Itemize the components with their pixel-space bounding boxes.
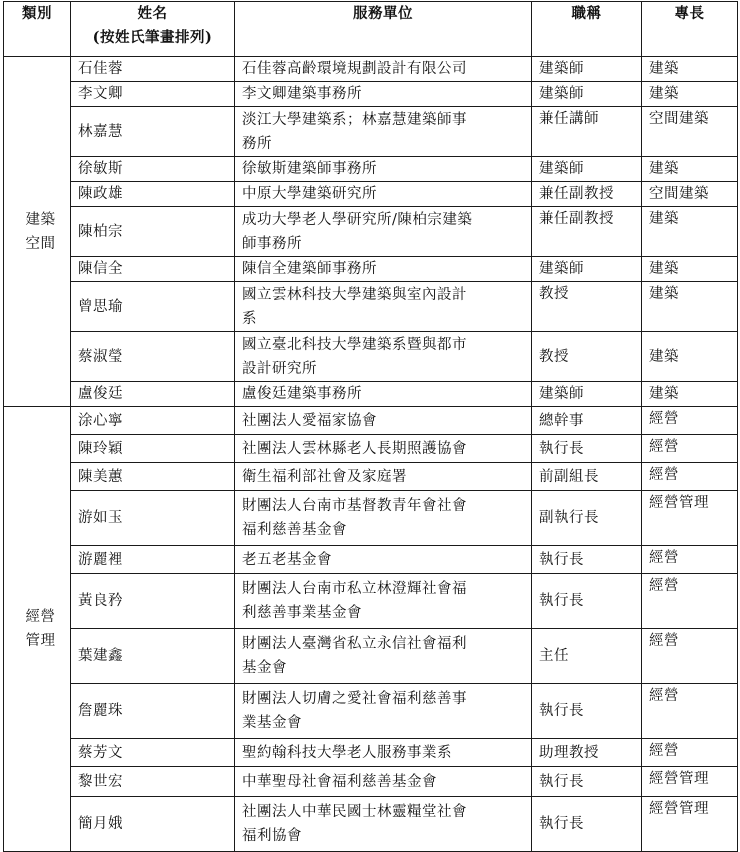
table-row [4, 491, 738, 546]
org-line: 財團法人切膚之愛社會福利慈善事 [242, 691, 467, 707]
header-name [71, 2, 235, 57]
category-label-line: 經營 [25, 609, 56, 625]
specialty-cell: 空間建築 [642, 182, 738, 207]
title-cell: 前副組長 [532, 463, 642, 491]
table-row [4, 257, 738, 282]
org-cell [235, 207, 532, 257]
name-cell: 李文卿 [71, 82, 235, 107]
title-cell: 總幹事 [532, 407, 642, 435]
org-line: 師事務所 [242, 235, 302, 252]
org-line: 設計研究所 [242, 360, 317, 377]
org-line: 老五老基金會 [242, 551, 332, 568]
org-cell [235, 435, 532, 463]
title-cell: 兼任講師 [532, 107, 642, 157]
header-name-note: (按姓氏筆畫排列) [92, 29, 213, 46]
table-row [4, 546, 738, 574]
category-label-line: 空間 [25, 235, 56, 252]
org-line: 成功大學老人學研究所/陳柏宗建築 [242, 211, 473, 228]
title-cell: 主任 [532, 629, 642, 684]
org-line: 基金會 [242, 660, 287, 676]
title-cell: 教授 [532, 332, 642, 382]
org-line: 系 [242, 310, 257, 327]
org-line: 社團法人雲林縣老人長期照護協會 [242, 440, 467, 457]
specialty-cell: 建築 [642, 157, 738, 182]
category-cell [4, 57, 71, 407]
header-row [4, 2, 738, 57]
specialty-cell: 建築 [642, 382, 738, 407]
title-cell: 副執行長 [532, 491, 642, 546]
table-row [4, 107, 738, 157]
table-row [4, 282, 738, 332]
org-line: 福利協會 [242, 828, 302, 844]
title-cell: 兼任副教授 [532, 182, 642, 207]
title-cell: 執行長 [532, 435, 642, 463]
org-line: 淡江大學建築系；林嘉慧建築師事 [242, 111, 467, 128]
specialty-cell: 經營 [642, 684, 738, 739]
org-line: 財團法人台南市基督教青年會社會 [242, 498, 467, 514]
name-cell: 黃良矜 [71, 574, 235, 629]
org-line: 社團法人愛福家協會 [242, 412, 377, 429]
table-row [4, 463, 738, 491]
org-line: 李文卿建築事務所 [242, 86, 362, 102]
name-cell: 林嘉慧 [71, 107, 235, 157]
name-cell: 徐敏斯 [71, 157, 235, 182]
title-cell: 執行長 [532, 767, 642, 797]
specialty-cell: 經營 [642, 546, 738, 574]
org-line: 業基金會 [242, 715, 302, 731]
org-cell [235, 739, 532, 767]
title-cell: 助理教授 [532, 739, 642, 767]
specialty-cell: 經營 [642, 463, 738, 491]
org-cell [235, 282, 532, 332]
org-line: 盧俊廷建築事務所 [242, 386, 362, 402]
title-cell: 建築師 [532, 257, 642, 282]
org-cell [235, 491, 532, 546]
org-line: 徐敏斯建築師事務所 [242, 161, 377, 177]
specialty-cell: 建築 [642, 57, 738, 82]
name-cell: 曾思瑜 [71, 282, 235, 332]
specialty-cell: 經營管理 [642, 767, 738, 797]
table-row [4, 574, 738, 629]
org-cell [235, 382, 532, 407]
org-cell [235, 257, 532, 282]
table-row [4, 82, 738, 107]
name-cell: 陳美蕙 [71, 463, 235, 491]
specialty-cell: 建築 [642, 332, 738, 382]
header-title: 職稱 [532, 2, 642, 57]
org-line: 國立雲林科技大學建築與室內設計 [242, 286, 467, 303]
table-row [4, 332, 738, 382]
org-cell [235, 463, 532, 491]
table-body [4, 57, 738, 852]
title-cell: 兼任副教授 [532, 207, 642, 257]
org-line: 社團法人中華民國士林靈糧堂社會 [242, 804, 467, 820]
table-row [4, 629, 738, 684]
title-cell: 建築師 [532, 382, 642, 407]
table-row [4, 57, 738, 82]
table-row [4, 407, 738, 435]
title-cell: 建築師 [532, 157, 642, 182]
org-line: 財團法人臺灣省私立永信社會福利 [242, 636, 467, 652]
name-cell: 陳政雄 [71, 182, 235, 207]
org-line: 中華聖母社會福利慈善基金會 [242, 773, 437, 790]
specialty-cell: 建築 [642, 82, 738, 107]
table-row [4, 182, 738, 207]
org-cell [235, 574, 532, 629]
name-cell: 蔡芳文 [71, 739, 235, 767]
experts-table [3, 1, 738, 852]
org-cell [235, 684, 532, 739]
name-cell: 陳信全 [71, 257, 235, 282]
name-cell: 簡月娥 [71, 797, 235, 852]
specialty-cell: 經營 [642, 574, 738, 629]
org-line: 石佳蓉高齡環境規劃設計有限公司 [242, 61, 467, 77]
title-cell: 教授 [532, 282, 642, 332]
table-row [4, 157, 738, 182]
name-cell: 蔡淑瑩 [71, 332, 235, 382]
org-cell [235, 767, 532, 797]
table-row [4, 382, 738, 407]
category-label-line: 建築 [25, 211, 56, 228]
name-cell: 詹麗珠 [71, 684, 235, 739]
header-org: 服務單位 [235, 2, 532, 57]
title-cell: 執行長 [532, 546, 642, 574]
org-cell [235, 546, 532, 574]
header-specialty: 專長 [642, 2, 738, 57]
org-cell [235, 182, 532, 207]
name-cell: 涂心寧 [71, 407, 235, 435]
specialty-cell: 經營 [642, 739, 738, 767]
org-cell [235, 82, 532, 107]
table-row [4, 684, 738, 739]
table-row [4, 739, 738, 767]
org-line: 務所 [242, 135, 272, 152]
name-cell: 石佳蓉 [71, 57, 235, 82]
header-name-label: 姓名 [137, 5, 168, 22]
header-category: 類別 [4, 2, 71, 57]
table-row [4, 767, 738, 797]
table-row [4, 435, 738, 463]
specialty-cell: 經營 [642, 407, 738, 435]
name-cell: 陳玲穎 [71, 435, 235, 463]
title-cell: 建築師 [532, 82, 642, 107]
org-line: 財團法人台南市私立林澄輝社會福 [242, 581, 467, 597]
table-row [4, 207, 738, 257]
title-cell: 執行長 [532, 684, 642, 739]
org-cell [235, 107, 532, 157]
title-cell: 執行長 [532, 797, 642, 852]
org-cell [235, 407, 532, 435]
table-row [4, 797, 738, 852]
org-cell [235, 57, 532, 82]
org-cell [235, 797, 532, 852]
name-cell: 陳柏宗 [71, 207, 235, 257]
org-cell [235, 157, 532, 182]
org-line: 聖約翰科技大學老人服務事業系 [242, 744, 452, 761]
title-cell: 建築師 [532, 57, 642, 82]
specialty-cell: 經營管理 [642, 797, 738, 852]
org-cell [235, 332, 532, 382]
name-cell: 游麗裡 [71, 546, 235, 574]
category-label-line: 管理 [25, 633, 56, 649]
org-line: 陳信全建築師事務所 [242, 261, 377, 277]
org-line: 中原大學建築研究所 [242, 186, 377, 202]
name-cell: 黎世宏 [71, 767, 235, 797]
org-line: 衛生福利部社會及家庭署 [242, 468, 407, 485]
title-cell: 執行長 [532, 574, 642, 629]
specialty-cell: 空間建築 [642, 107, 738, 157]
category-cell [4, 407, 71, 852]
org-line: 福利慈善基金會 [242, 522, 347, 538]
specialty-cell: 經營 [642, 629, 738, 684]
name-cell: 葉建鑫 [71, 629, 235, 684]
specialty-cell: 經營 [642, 435, 738, 463]
org-line: 國立臺北科技大學建築系暨與都市 [242, 336, 467, 353]
specialty-cell: 經營管理 [642, 491, 738, 546]
specialty-cell: 建築 [642, 282, 738, 332]
org-cell [235, 629, 532, 684]
specialty-cell: 建築 [642, 207, 738, 257]
name-cell: 盧俊廷 [71, 382, 235, 407]
specialty-cell: 建築 [642, 257, 738, 282]
org-line: 利慈善事業基金會 [242, 605, 362, 621]
name-cell: 游如玉 [71, 491, 235, 546]
